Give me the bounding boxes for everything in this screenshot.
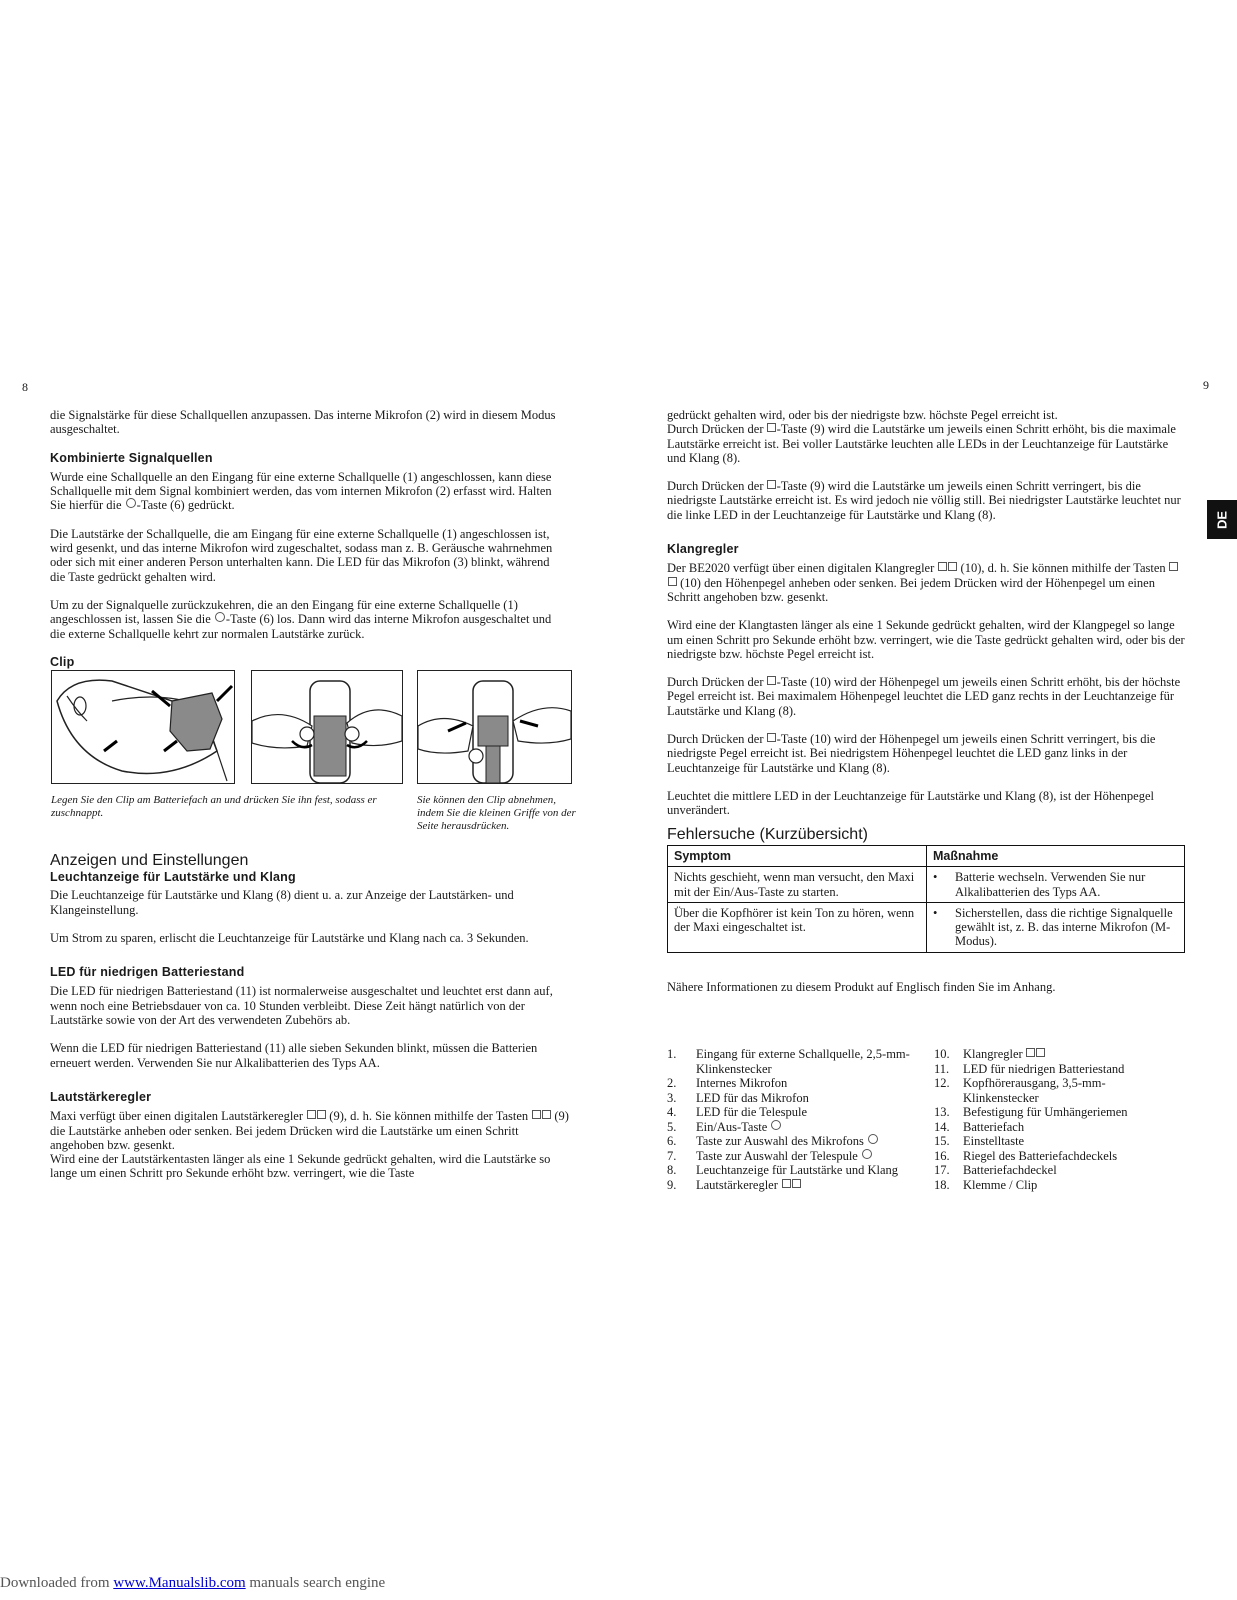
table-cell-symptom: Über die Kopfhörer ist kein Ton zu hören, wenn der Maxi eingeschaltet ist. — [668, 902, 927, 952]
kombinierte-paragraph-1: Wurde eine Schallquelle an den Eingang für eine externe Schallquelle (1) angeschlossen, kann diese Schallquelle mit dem Signal kombiniert werden, das vom internen Mikrofon (2) erfasst wird. Halten Sie hierfür die -Taste (6) gedrückt. — [50, 469, 552, 513]
mic-button-icon — [868, 1134, 878, 1144]
list-item: 6. Taste zur Auswahl des Mikrofons — [667, 1134, 917, 1149]
volume-up-icon — [767, 423, 776, 432]
mic-button-icon — [126, 498, 136, 508]
page-number-right: 9 — [1203, 378, 1209, 392]
volume-up-icon — [317, 1110, 326, 1119]
leucht-paragraph-2: Um Strom zu sparen, erlischt die Leuchtanzeige für Lautstärke und Klang nach ca. 3 Sekunden. — [50, 930, 529, 945]
table-cell-symptom: Nichts geschieht, wenn man versucht, den Maxi mit der Ein/Aus-Taste zu starten. — [668, 867, 927, 903]
list-item: 9. Lautstärkeregler — [667, 1178, 917, 1193]
list-item: 18. Klemme / Clip — [934, 1177, 1038, 1192]
plus-paragraph: Durch Drücken der -Taste (9) wird die Lautstärke um jeweils einen Schritt erhöht, bis die maximale Lautstärke erreicht ist. Bei voller Lautstärke leuchten alle LEDs in der Leuchtanzeige für Lautstärke und Klang (8). — [667, 422, 1176, 465]
laut-heading: Lautstärkeregler — [50, 1089, 152, 1104]
klang-paragraph-4: Durch Drücken der -Taste (10) wird der Höhenpegel um jeweils einen Schritt verringert, bis die niedrigste Pegel erreicht ist. Bei niedrigstem Höhenpegel leuchtet die LED ganz links in der Leuchtanzeige für Lautstärke und Klang (8). — [667, 732, 1156, 775]
volume-up-icon — [542, 1110, 551, 1119]
left-column-top — [50, 408, 565, 674]
treble-down-icon — [767, 733, 776, 742]
klang-paragraph-5: Leuchtet die mittlere LED in der Leuchtanzeige für Lautstärke und Klang (8), ist der Höhenpegel unverändert. — [667, 788, 1154, 818]
list-item: 14. Batteriefach — [934, 1119, 1025, 1134]
list-item: 16. Riegel des Batteriefachdeckels — [934, 1148, 1118, 1163]
telecoil-icon — [862, 1149, 872, 1159]
clip-figure-hold — [251, 670, 403, 784]
troubleshooting-table — [667, 845, 1185, 953]
parts-list-right — [934, 1047, 1164, 1192]
leucht-paragraph-1: Die Leuchtanzeige für Lautstärke und Klang (8) dient u. a. zur Anzeige der Lautstärken- und Klangeinstellung. — [50, 888, 514, 917]
list-item: 15. Einstelltaste — [934, 1134, 1025, 1148]
klang-paragraph-3: Durch Drücken der -Taste (10) wird der Höhenpegel um jeweils einen Schritt erhöht, bis der höchste Pegel erreicht ist. Bei maximalem Höhenpegel leuchtet die LED ganz rechts in der Leuchtanzeige für Lautstärke und Klang (8). — [667, 675, 1181, 718]
list-item: 5. Ein/Aus-Taste — [667, 1120, 917, 1135]
list-item: 3. LED für das Mikrofon — [667, 1090, 809, 1105]
list-item: 1. Eingang für externe Schallquelle, 2,5-mm-Klinkenstecker — [667, 1047, 910, 1076]
kombinierte-heading: Kombinierte Signalquellen — [50, 450, 213, 465]
clip-caption-2: Sie können den Clip abnehmen, indem Sie die kleinen Griffe von der Seite herausdrücken. — [417, 794, 576, 832]
page-number-left: 8 — [22, 380, 28, 394]
download-footer: Downloaded from www.Manualslib.com manuals search engine — [0, 1575, 386, 1591]
klang-paragraph-2: Wird eine der Klangtasten länger als eine 1 Sekunde gedrückt gehalten, wird der Klangpegel so lange um einen Schritt pro Sekunde erhöht bzw. verringert, wie die Taste gedrückt gehalten wird, oder bis der niedrigste bzw. höchste Pegel erreicht ist. — [667, 618, 1185, 661]
table-row — [668, 867, 1185, 903]
parts-list-left — [667, 1047, 917, 1192]
kombinierte-paragraph-2: Die Lautstärke der Schallquelle, die am Eingang für eine externe Schallquelle (1) angeschlossen ist, wird gesenkt, und das interne Mikrofon wird zugeschaltet, sodass man z. B. Geräusche wahrnehmen oder sich mit einer anderen Person unterhalten kann. Die LED für das Mikrofon (3) blinkt, während die Taste gedrückt gehalten wird. — [50, 526, 553, 584]
led-paragraph-1: Die LED für niedrigen Batteriestand (11) ist normalerweise ausgeschaltet und leuchtet erst dann auf, wenn noch eine Betriebsdauer von ca. 10 Stunden verbleibt. Diese Zeit hängt natürlich von der Lautstärke sowie von der Art des verwendeten Zubehörs ab. — [50, 984, 553, 1028]
klang-paragraph-1: Der BE2020 verfügt über einen digitalen Klangregler (10), d. h. Sie können mithilfe der Tasten (10) den Höhenpegel anheben oder senken. Bei jedem Drücken wird der Höhenpegel um einen Schritt angehoben bzw. gesenkt. — [667, 561, 1187, 604]
klang-heading: Klangregler — [667, 542, 739, 557]
cont-paragraph: gedrückt gehalten wird, oder bis der niedrigste bzw. höchste Pegel erreicht ist. — [667, 408, 1058, 422]
clip-figure-remove — [417, 670, 572, 784]
treble-up-icon — [948, 562, 957, 571]
volume-down-icon — [782, 1179, 791, 1188]
table-header-row — [668, 846, 1185, 867]
language-tab: DE — [1207, 500, 1237, 539]
list-item: 13. Befestigung für Umhängeriemen — [934, 1105, 1128, 1119]
minus-paragraph: Durch Drücken der -Taste (9) wird die Lautstärke um jeweils einen Schritt verringert, bis die niedrigste Lautstärke erreicht ist. Es wird jedoch nie völlig still. Bei niedrigster Lautstärke leuchtet nur die linke LED in der Leuchtanzeige für Lautstärke und Klang (8). — [667, 479, 1181, 522]
kombinierte-paragraph-3: Um zu der Signalquelle zurückzukehren, die an den Eingang für eine externe Schallquelle (1) angeschlossen ist, lassen Sie die -Taste (6) los. Dann wird das interne Mikrofon ausgeschaltet und die externe Schallquelle kehrt zur normalen Lautstärke zurück. — [50, 597, 552, 641]
led-paragraph-2: Wenn die LED für niedrigen Batteriestand (11) alle sieben Sekunden blinkt, müssen die Batterien erneuert werden. Verwenden Sie nur Alkalibatterien des Typs AA. — [50, 1041, 538, 1070]
intro-paragraph: die Signalstärke für diese Schallquellen anzupassen. Das interne Mikrofon (2) wird in diesem Modus ausgeschaltet. — [50, 408, 556, 437]
anzeigen-heading: Anzeigen und Einstellungen — [50, 852, 249, 869]
clip-caption-1: Legen Sie den Clip am Batteriefach an und drücken Sie ihn fest, sodass er zuschnappt. — [51, 794, 377, 819]
leucht-heading: Leuchtanzeige für Lautstärke und Klang — [50, 870, 296, 884]
list-item: 7. Taste zur Auswahl der Telespule — [667, 1149, 917, 1164]
volume-up-icon — [792, 1179, 801, 1188]
volume-down-icon — [532, 1110, 541, 1119]
list-item: 12. Kopfhörerausgang, 3,5-mm-Klinkenstecker — [934, 1076, 1106, 1105]
mic-button-icon — [215, 612, 225, 622]
treble-down-icon — [1169, 562, 1178, 571]
fehler-heading: Fehlersuche (Kurzübersicht) — [667, 825, 868, 843]
info-text: Nähere Informationen zu diesem Produkt auf Englisch finden Sie im Anhang. — [667, 980, 1056, 994]
clip-heading: Clip — [50, 654, 75, 669]
table-cell-massnahme: • Batterie wechseln. Verwenden Sie nur Alkalibatterien des Typs AA. — [927, 867, 1185, 903]
list-item: 10. Klangregler — [934, 1047, 1164, 1062]
right-column-top — [667, 408, 1187, 844]
manualslib-link[interactable]: www.Manualslib.com — [113, 1575, 246, 1591]
volume-down-icon — [767, 480, 776, 489]
table-row — [668, 902, 1185, 952]
treble-up-icon — [767, 676, 776, 685]
laut-paragraph-2: Wird eine der Lautstärkentasten länger als eine 1 Sekunde gedrückt gehalten, wird die Lautstärke so lange um einen Schritt pro Sekunde erhöht bzw. verringert, wie die Taste — [50, 1152, 551, 1181]
list-item: 11. LED für niedrigen Batteriestand — [934, 1061, 1125, 1076]
volume-down-icon — [307, 1110, 316, 1119]
list-item: 8. Leuchtanzeige für Lautstärke und Klang — [667, 1163, 898, 1177]
clip-figure-attach — [51, 670, 235, 784]
table-header-massnahme: Maßnahme — [927, 846, 1185, 867]
treble-down-icon — [1026, 1048, 1035, 1057]
table-cell-massnahme: • Sicherstellen, dass die richtige Signalquelle gewählt ist, z. B. das interne Mikrofon (M-Modus). — [927, 902, 1185, 952]
laut-paragraph-1: Maxi verfügt über einen digitalen Lautstärkeregler (9), d. h. Sie können mithilfe der Tasten (9) die Lautstärke anheben oder senken. Bei jedem Drücken wird die Lautstärke um einen Schritt angehoben bzw. gesenkt. — [50, 1109, 569, 1152]
list-item: 4. LED für die Telespule — [667, 1105, 808, 1119]
table-header-symptom: Symptom — [668, 846, 927, 867]
power-icon — [771, 1120, 781, 1130]
led-heading: LED für niedrigen Batteriestand — [50, 965, 245, 980]
treble-up-icon — [1036, 1048, 1045, 1057]
left-column-bottom — [50, 852, 570, 1181]
list-item: 17. Batteriefachdeckel — [934, 1163, 1057, 1177]
list-item: 2. Internes Mikrofon — [667, 1076, 788, 1090]
treble-down-icon — [938, 562, 947, 571]
treble-up-icon — [668, 577, 677, 586]
